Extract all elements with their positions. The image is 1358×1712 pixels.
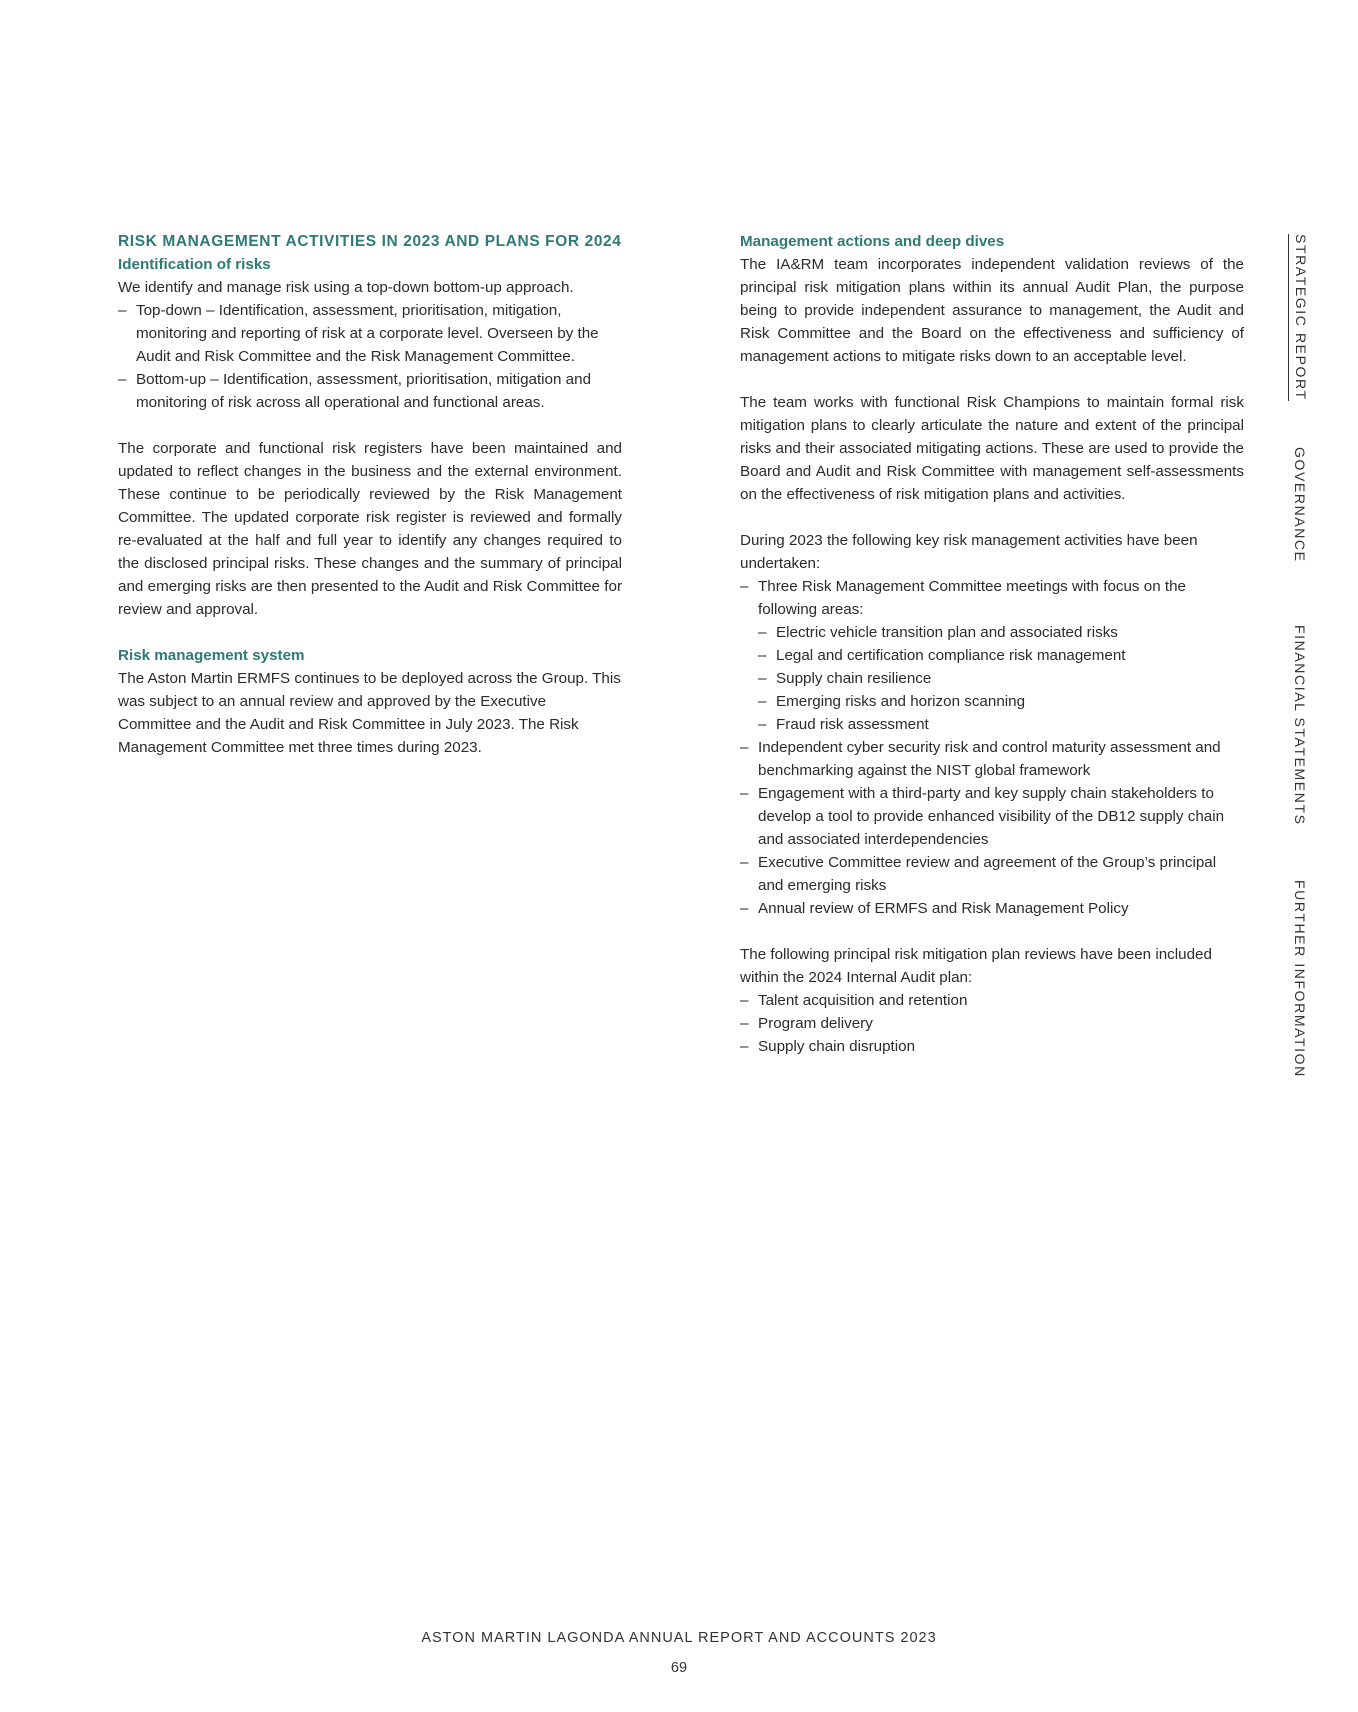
- identification-bullets: [118, 299, 622, 414]
- risk-system-subheading: Risk management system: [118, 647, 305, 664]
- plan-list: [740, 989, 1244, 1058]
- page-number: 69: [670, 1660, 688, 1676]
- identification-intro: We identify and manage risk using a top-down bottom-up approach.: [118, 279, 574, 296]
- identification-subheading: Identification of risks: [118, 256, 271, 273]
- activity-item: [740, 575, 1244, 736]
- bullet-top-down: – Top-down – Identification, assessment, prioritisation, mitigation, monitoring and reporting of risk at a corporate level. Overseen by the Audit and Risk Committee and the Risk Management Committee.: [118, 299, 622, 368]
- activity-item: – Engagement with a third-party and key supply chain stakeholders to develop a tool to provide enhanced visibility of the DB12 supply chain and associated interdependencies: [740, 782, 1244, 851]
- plan-item: – Program delivery: [740, 1012, 1244, 1035]
- focus-area-item: – Legal and certification compliance risk management: [758, 644, 1244, 667]
- activity-item: – Executive Committee review and agreement of the Group’s principal and emerging risks: [740, 851, 1244, 897]
- risk-system-paragraph: The Aston Martin ERMFS continues to be deployed across the Group. This was subject to an annual review and approved by the Executive Committee and the Audit and Risk Committee in July 2023. The Risk Management Committee met three times during 2023.: [118, 670, 621, 756]
- focus-area-item: – Supply chain resilience: [758, 667, 1244, 690]
- activity-item: – Annual review of ERMFS and Risk Management Policy: [740, 897, 1244, 920]
- management-actions-paragraph-1: The IA&RM team incorporates independent validation reviews of the principal risk mitigation plans within its annual Audit Plan, the purpose being to provide independent assurance to management, the Audit and Risk Committee and the Board on the effectiveness and sufficiency of management actions to mitigate risks down to an acceptable level.: [740, 256, 1244, 365]
- nav-further-information[interactable]: FURTHER INFORMATION: [1292, 880, 1308, 1078]
- section-side-nav: [1288, 234, 1310, 1094]
- bullet-bottom-up: – Bottom-up – Identification, assessment, prioritisation, mitigation and monitoring of risk across all operational and functional areas.: [118, 368, 622, 414]
- management-actions-paragraph-2: The team works with functional Risk Champions to maintain formal risk mitigation plans to clearly articulate the nature and extent of the principal risks and their associated mitigating actions. These are used to provide the Board and Audit and Risk Committee with management self-assessments on the effectiveness of risk mitigation plans and activities.: [740, 394, 1244, 503]
- nav-strategic-report[interactable]: STRATEGIC REPORT: [1288, 234, 1309, 401]
- section-heading: RISK MANAGEMENT ACTIVITIES IN 2023 AND PLANS FOR 2024: [118, 233, 622, 250]
- nav-governance[interactable]: GOVERNANCE: [1292, 447, 1308, 563]
- left-column: [118, 230, 622, 759]
- risk-registers-paragraph: The corporate and functional risk registers have been maintained and updated to reflect changes in the business and the external environment. These continue to be periodically reviewed by the Risk Management Committee. The updated corporate risk register is reviewed and formally re-evaluated at the half and full year to identify any changes required to the disclosed principal risks. These changes and the summary of principal and emerging risks are then presented to the Audit and Risk Committee for review and approval.: [118, 440, 622, 618]
- plan-item: – Talent acquisition and retention: [740, 989, 1244, 1012]
- focus-area-item: – Emerging risks and horizon scanning: [758, 690, 1244, 713]
- plan-intro: The following principal risk mitigation plan reviews have been included within the 2024 Internal Audit plan:: [740, 946, 1212, 986]
- activities-intro: During 2023 the following key risk management activities have been undertaken:: [740, 532, 1198, 572]
- management-actions-subheading: Management actions and deep dives: [740, 233, 1005, 250]
- plan-item: – Supply chain disruption: [740, 1035, 1244, 1058]
- activity-text: Three Risk Management Committee meetings with focus on the following areas:: [758, 578, 1186, 618]
- report-title: ASTON MARTIN LAGONDA ANNUAL REPORT AND ACCOUNTS 2023: [421, 1630, 937, 1646]
- focus-areas-list: [758, 621, 1244, 736]
- focus-area-item: – Electric vehicle transition plan and associated risks: [758, 621, 1244, 644]
- activity-item: – Independent cyber security risk and control maturity assessment and benchmarking against the NIST global framework: [740, 736, 1244, 782]
- activities-list: [740, 575, 1244, 920]
- right-column: [740, 230, 1244, 1058]
- nav-financial-statements[interactable]: FINANCIAL STATEMENTS: [1292, 625, 1308, 826]
- focus-area-item: – Fraud risk assessment: [758, 713, 1244, 736]
